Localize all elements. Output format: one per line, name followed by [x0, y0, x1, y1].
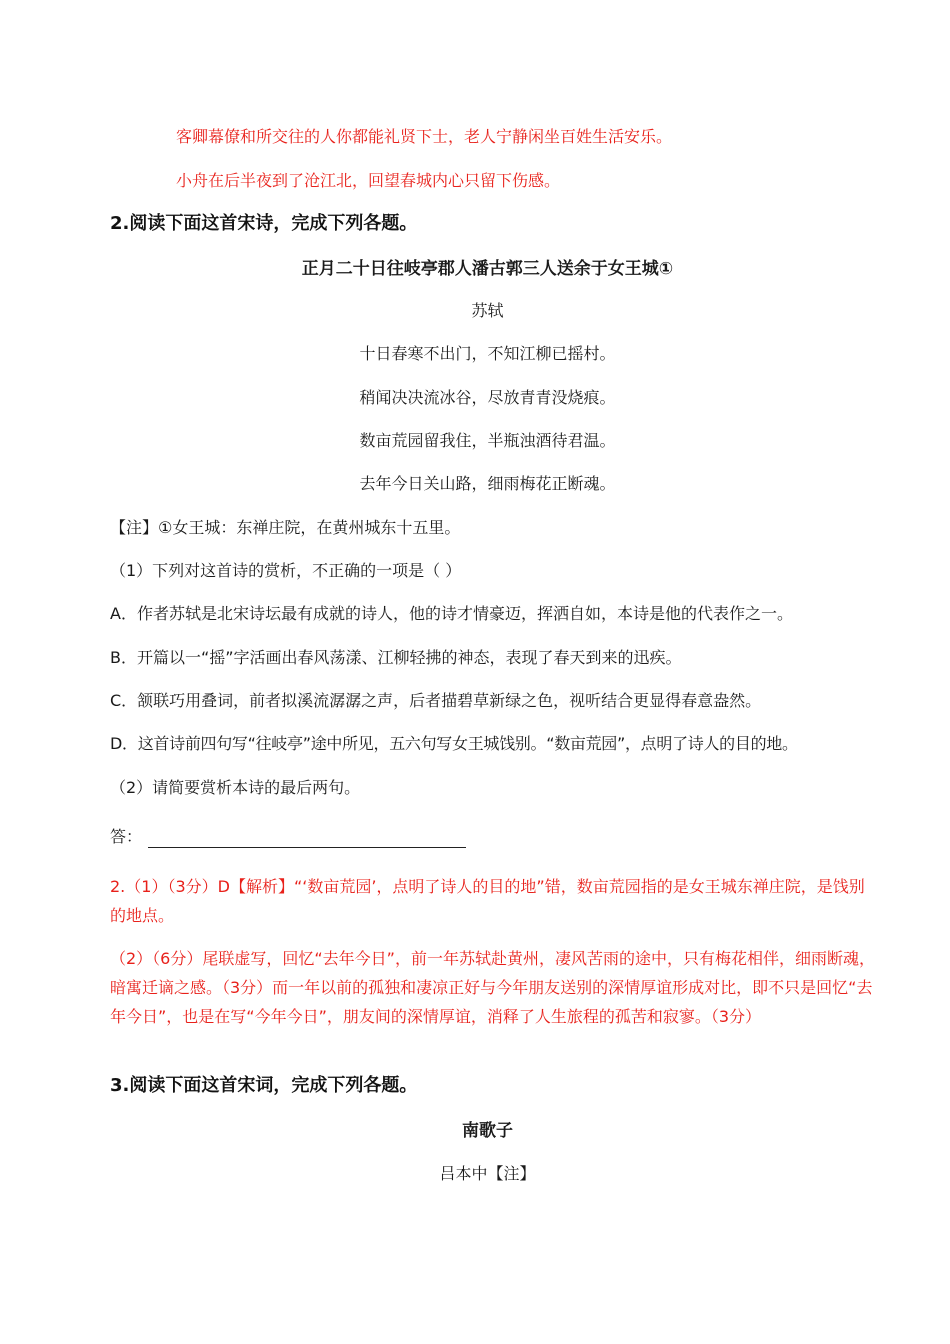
poem-line-4: 去年今日关山路，细雨梅花正断魂。	[359, 474, 616, 493]
question-3-heading: 3.阅读下面这首宋词，完成下列各题。	[110, 1075, 418, 1096]
q2-answer-part-2: （2）（6分）尾联虚写，回忆“去年今日”，前一年苏轼赴黄州，凄风苦雨的途中，只有梅花相伴，细雨断魂，暗寓迁谪之感。（3分）而一年以前的孤独和凄凉正好与今年朋友送别的深情厚谊形成对比，即不只是回忆“去年今日”，也是在写“今年今日”，朋友间的深情厚谊，消释了人生旅程的孤苦和寂寥。（3分）	[110, 949, 875, 1026]
poem-title: 正月二十日往岐亭郡人潘古郭三人送余于女王城①	[301, 259, 674, 279]
sub-question-2: （2）请简要赏析本诗的最后两句。	[110, 778, 361, 797]
prev-answer-line-2: 小舟在后半夜到了沧江北，回望春城内心只留下伤感。	[176, 171, 561, 190]
option-b: B．开篇以一“摇”字活画出春风荡漾、江柳轻拂的神态，表现了春天到来的迅疾。	[110, 648, 682, 667]
poem-3-title: 南歌子	[462, 1121, 513, 1141]
answer-label: 答：	[110, 827, 143, 846]
option-a: A．作者苏轼是北宋诗坛最有成就的诗人，他的诗才情豪迈，挥洒自如，本诗是他的代表作之一。	[110, 604, 793, 623]
option-d: D．这首诗前四句写“往岐亭”途中所见，五六句写女王城饯别。“数亩荒园”，点明了诗人的目的地。	[110, 734, 798, 753]
answer-blank-line[interactable]	[148, 829, 466, 848]
prev-answer-line-1: 客卿幕僚和所交往的人你都能礼贤下士，老人宁静闲坐百姓生活安乐。	[176, 127, 673, 146]
question-2-heading: 2.阅读下面这首宋诗，完成下列各题。	[110, 213, 418, 234]
poem-3-author: 吕本中【注】	[439, 1164, 536, 1183]
poem-line-2: 稍闻决决流冰谷，尽放青青没烧痕。	[359, 388, 616, 407]
option-c: C．颔联巧用叠词，前者拟溪流潺潺之声，后者描碧草新绿之色，视听结合更显得春意盎然。	[110, 691, 762, 710]
poem-line-3: 数亩荒园留我住，半瓶浊酒待君温。	[359, 431, 616, 450]
q2-answer-part-1: 2.（1）（3分）D【解析】“‘数亩荒园’，点明了诗人的目的地”错，数亩荒园指的是女王城东禅庄院，是饯别的地点。	[110, 877, 865, 925]
sub-question-1: （1）下列对这首诗的赏析，不正确的一项是（ ）	[110, 561, 462, 580]
poem-author: 苏轼	[471, 301, 504, 320]
answer-row	[110, 826, 466, 848]
poem-line-1: 十日春寒不出门，不知江柳已摇村。	[359, 344, 616, 363]
poem-note: 【注】①女王城：东禅庄院，在黄州城东十五里。	[110, 518, 461, 537]
